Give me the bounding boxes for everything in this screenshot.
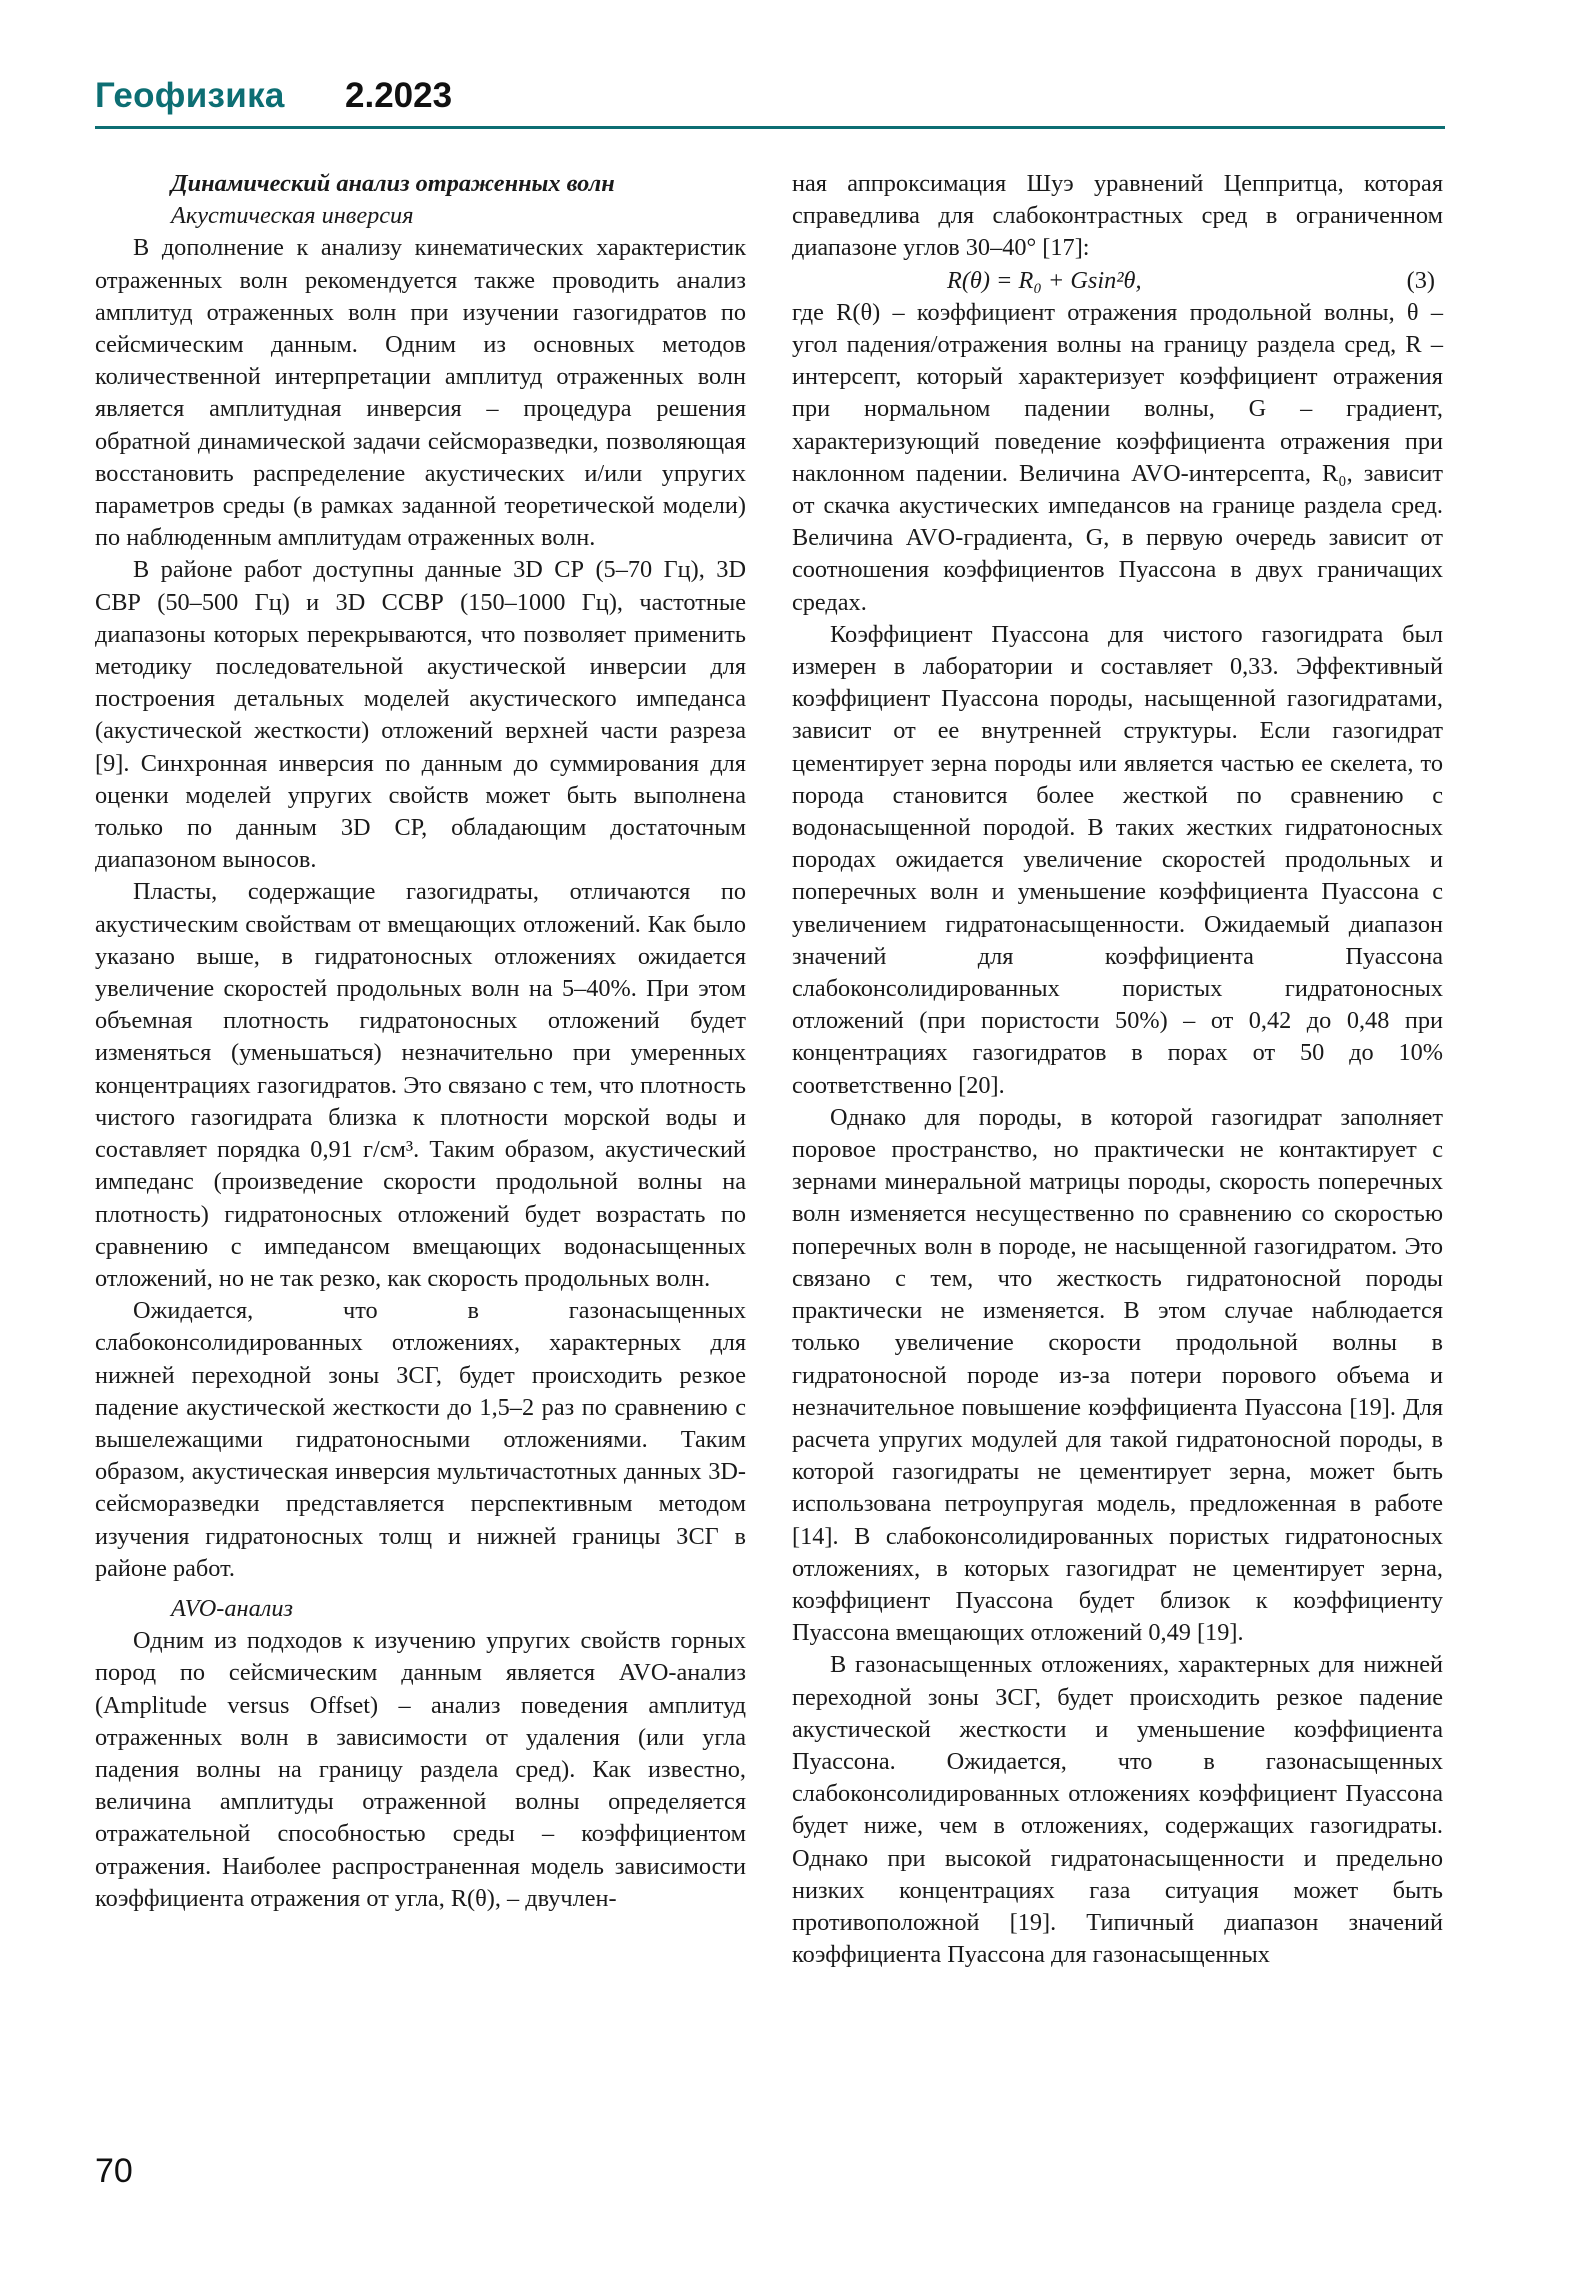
right-column bbox=[792, 168, 1443, 1971]
paragraph: Однако для породы, в которой газогидрат заполняет поровое пространство, но практически не контактирует с зернами минеральной матрицы породы, скорость поперечных волн изменяется несущественно по сравнению со скоростью поперечных волн в породе, не насыщенной газогидратом. Это связано с тем, что жесткость гидратоносной породы практически не изменяется. В этом случае наблюдается только увеличение скорости продольной волны в гидратоносной породе из-за потери порового объема и незначительное повышение коэффициента Пуассона [19]. Для расчета упругих модулей для такой гидратоносной породы, в которой газогидраты не цементирует зерна, может быть использована петроупругая модель, предложенная в работе [14]. В слабоконсолидированных пористых гидратоносных отложениях, в которых газогидрат не цементирует зерна, коэффициент Пуассона будет близок к коэффициенту Пуассона вмещающих отложений 0,49 [19]. bbox=[792, 1103, 1443, 1647]
issue-number: 2.2023 bbox=[345, 76, 453, 115]
running-header bbox=[95, 76, 1445, 124]
subsection-title-avo: AVO-анализ bbox=[171, 1594, 293, 1622]
equation-number: (3) bbox=[1406, 266, 1435, 294]
page-number: 70 bbox=[95, 2152, 133, 2190]
paragraph: где R(θ) – коэффициент отражения продольной волны, θ – угол падения/отражения волны на границу раздела сред, R – интерсепт, который характеризует коэффициент отражения при нормальном падении волны, G – градиент, характеризующий поведение коэффициента отражения при наклонном падении. Величина AVO-интерсепта, R₀, зависит от скачка акустических импедансов на границе раздела сред. Величина AVO-градиента, G, в первую очередь зависит от соотношения коэффициентов Пуассона в двух граничащих средах. bbox=[792, 298, 1443, 616]
left-column bbox=[95, 168, 746, 1915]
header-rule bbox=[95, 126, 1445, 129]
journal-name: Геофизика bbox=[95, 76, 285, 115]
equation-3 bbox=[792, 265, 1443, 297]
paragraph: В районе работ доступны данные 3D СР (5–70 Гц), 3D СВР (50–500 Гц) и 3D ССВР (150–1000 Гц), частотные диапазоны которых перекрываются, что позволяет применить методику последовательной акустической инверсии для построения детальных моделей акустического импеданса (акустической жесткости) отложений верхней части разреза [9]. Синхронная инверсия по данным до суммирования для оценки моделей упругих свойств может быть выполнена только по данным 3D СР, обладающим достаточным диапазоном выносов. bbox=[95, 556, 746, 874]
paragraph: ная аппроксимация Шуэ уравнений Цеппритца, которая справедлива для слабоконтрастных сред в ограниченном диапазоне углов 30–40° [17]: bbox=[792, 170, 1443, 262]
paragraph: Одним из подходов к изучению упругих свойств горных пород по сейсмическим данным является AVO-анализ (Amplitude versus Offset) – анализ поведения амплитуд отраженных волн в зависимости от удаления (или угла падения волны на границу раздела сред). Как известно, величина амплитуды отраженной волны определяется отражательной способностью среды – коэффициентом отражения. Наиболее распространенная модель зависимости коэффициента отражения от угла, R(θ), – двучлен- bbox=[95, 1627, 746, 1912]
equation-body: R(θ) = R₀ + Gsin²θ, bbox=[947, 266, 1142, 294]
section-title: Динамический анализ отраженных волн bbox=[171, 170, 615, 197]
paragraph: В газонасыщенных отложениях, характерных для нижней переходной зоны ЗСГ, будет происходить резкое падение акустической жесткости и уменьшение коэффициента Пуассона. Ожидается, что в газонасыщенных слабоконсолидированных отложениях коэффициент Пуассона будет ниже, чем в отложениях, содержащих газогидраты. Однако при высокой гидратонасыщенности и предельно низких концентрациях газа ситуация может быть противоположной [19]. Типичный диапазон значений коэффициента Пуассона для газонасыщенных bbox=[792, 1651, 1443, 1969]
subsection-title-acoustic-inversion: Акустическая инверсия bbox=[171, 202, 414, 230]
paragraph: Коэффициент Пуассона для чистого газогидрата был измерен в лаборатории и составляет 0,33. Эффективный коэффициент Пуассона породы, насыщенной газогидратами, зависит от ее внутренней структуры. Если газогидрат цементирует зерна породы или является частью ее скелета, то порода становится более жесткой по сравнению с водонасыщенной породой. В таких жестких гидратоносных породах ожидается увеличение скоростей продольных и поперечных волн и уменьшение коэффициента Пуассона с увеличением гидратонасыщенности. Ожидаемый диапазон значений для коэффициента Пуассона слабоконсолидированных пористых гидратоносных отложений (при пористости 50%) – от 0,42 до 0,48 при концентрациях газогидратов в порах от 50 до 10% соответственно [20]. bbox=[792, 620, 1443, 1099]
paragraph: В дополнение к анализу кинематических характеристик отраженных волн рекомендуется также проводить анализ амплитуд отраженных волн при изучении газогидратов по сейсмическим данным. Одним из основных методов количественной интерпретации амплитуд отраженных волн является амплитудная инверсия – процедура решения обратной динамической задачи сейсморазведки, позволяющая восстановить распределение акустических и/или упругих параметров среды (в рамках заданной теоретической модели) по наблюденным амплитудам отраженных волн. bbox=[95, 234, 746, 552]
paragraph: Пласты, содержащие газогидраты, отличаются по акустическим свойствам от вмещающих отложений. Как было указано выше, в гидратоносных отложениях ожидается увеличение скоростей продольных волн на 5–40%. При этом объемная плотность гидратоносных отложений будет изменяться (уменьшаться) незначительно при умеренных концентрациях газогидратов. Это связано с тем, что плотность чистого газогидрата близка к плотности морской воды и составляет порядка 0,91 г/см³. Таким образом, акустический импеданс (произведение скорости продольной волны на плотность) гидратоносных отложений будет возрастать по сравнению с импедансом вмещающих водонасыщенных отложений, но не так резко, как скорость продольных волн. bbox=[95, 878, 746, 1292]
paragraph: Ожидается, что в газонасыщенных слабоконсолидированных отложениях, характерных для нижней переходной зоны ЗСГ, будет происходить резкое падение акустической жесткости до 1,5–2 раз по сравнению с вышележащими гидратоносными отложениями. Таким образом, акустическая инверсия мультичастотных данных 3D-сейсморазведки представляется перспективным методом изучения гидратоносных толщ и нижней границы ЗСГ в районе работ. bbox=[95, 1297, 746, 1582]
